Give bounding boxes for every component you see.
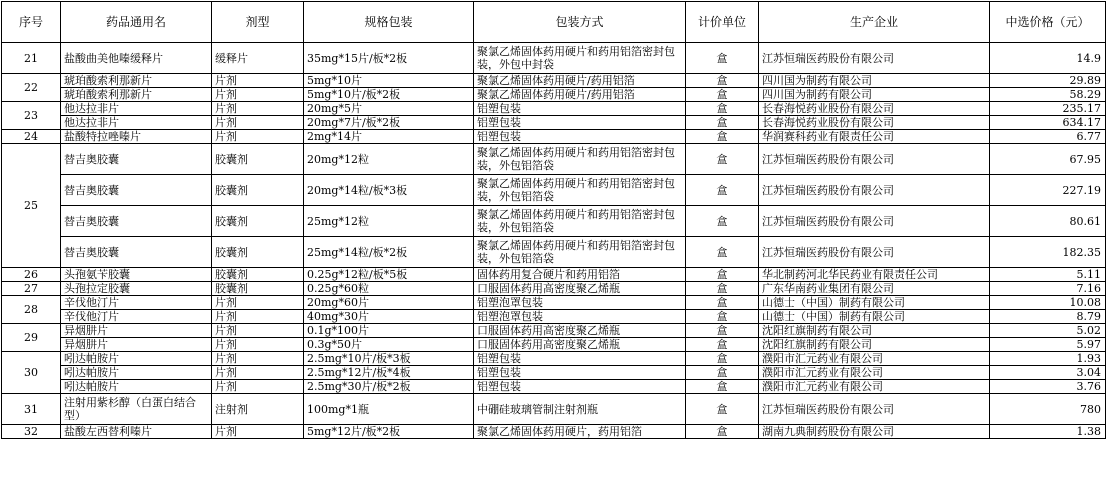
header-spec: 规格包装: [304, 2, 474, 43]
unit: 盒: [686, 43, 759, 74]
drug-name: 替吉奥胶囊: [61, 175, 212, 206]
table-row: [2, 282, 1106, 296]
price: 182.35: [990, 237, 1106, 268]
spec: 2.5mg*12片/板*4板: [304, 366, 474, 380]
price: 227.19: [990, 175, 1106, 206]
spec: 20mg*7片/板*2板: [304, 116, 474, 130]
drug-name: 异烟肼片: [61, 338, 212, 352]
dosage-form: 缓释片: [212, 43, 304, 74]
manufacturer: 濮阳市汇元药业有限公司: [759, 366, 990, 380]
price: 1.93: [990, 352, 1106, 366]
header-price: 中选价格（元）: [990, 2, 1106, 43]
drug-price-table: [1, 1, 1106, 439]
row-no: 25: [2, 144, 61, 268]
dosage-form: 片剂: [212, 380, 304, 394]
spec: 2mg*14片: [304, 130, 474, 144]
manufacturer: 湖南九典制药股份有限公司: [759, 425, 990, 439]
packaging: 铝塑包装: [474, 130, 686, 144]
manufacturer: 山德士（中国）制药有限公司: [759, 296, 990, 310]
dosage-form: 胶囊剂: [212, 144, 304, 175]
spec: 25mg*12粒: [304, 206, 474, 237]
spec: 20mg*12粒: [304, 144, 474, 175]
row-no: 28: [2, 296, 61, 324]
unit: 盒: [686, 425, 759, 439]
price: 58.29: [990, 88, 1106, 102]
spec: 0.25g*12粒/板*5板: [304, 268, 474, 282]
table-row: [2, 394, 1106, 425]
packaging: 聚氯乙烯固体药用硬片/药用铝箔: [474, 88, 686, 102]
header-dosage-form: 剂型: [212, 2, 304, 43]
price: 3.76: [990, 380, 1106, 394]
dosage-form: 片剂: [212, 324, 304, 338]
manufacturer: 江苏恒瑞医药股份有限公司: [759, 43, 990, 74]
unit: 盒: [686, 296, 759, 310]
row-no: 30: [2, 352, 61, 394]
packaging: 铝塑包装: [474, 366, 686, 380]
price: 235.17: [990, 102, 1106, 116]
spec: 20mg*60片: [304, 296, 474, 310]
manufacturer: 山德士（中国）制药有限公司: [759, 310, 990, 324]
drug-name: 头孢拉定胶囊: [61, 282, 212, 296]
unit: 盒: [686, 74, 759, 88]
price: 10.08: [990, 296, 1106, 310]
dosage-form: 片剂: [212, 74, 304, 88]
price: 780: [990, 394, 1106, 425]
table-row: [2, 130, 1106, 144]
unit: 盒: [686, 310, 759, 324]
row-no: 31: [2, 394, 61, 425]
manufacturer: 江苏恒瑞医药股份有限公司: [759, 175, 990, 206]
row-no: 29: [2, 324, 61, 352]
manufacturer: 江苏恒瑞医药股份有限公司: [759, 144, 990, 175]
drug-name: 异烟肼片: [61, 324, 212, 338]
row-no: 24: [2, 130, 61, 144]
packaging: 口服固体药用高密度聚乙烯瓶: [474, 324, 686, 338]
manufacturer: 广东华南药业集团有限公司: [759, 282, 990, 296]
row-no: 32: [2, 425, 61, 439]
spec: 25mg*14粒/板*2板: [304, 237, 474, 268]
manufacturer: 四川国为制药有限公司: [759, 74, 990, 88]
dosage-form: 片剂: [212, 88, 304, 102]
packaging: 铝塑包装: [474, 380, 686, 394]
unit: 盒: [686, 102, 759, 116]
dosage-form: 胶囊剂: [212, 237, 304, 268]
packaging: 聚氯乙烯固体药用硬片和药用铝箔密封包装，外包铝箔袋: [474, 144, 686, 175]
packaging: 聚氯乙烯固体药用硬片，药用铝箔: [474, 425, 686, 439]
table-row: [2, 237, 1106, 268]
manufacturer: 江苏恒瑞医药股份有限公司: [759, 206, 990, 237]
packaging: 口服固体药用高密度聚乙烯瓶: [474, 338, 686, 352]
dosage-form: 片剂: [212, 310, 304, 324]
packaging: 铝塑泡罩包装: [474, 296, 686, 310]
drug-name: 吲达帕胺片: [61, 366, 212, 380]
spec: 0.3g*50片: [304, 338, 474, 352]
packaging: 聚氯乙烯固体药用硬片和药用铝箔密封包装，外包铝箔袋: [474, 175, 686, 206]
row-no: 22: [2, 74, 61, 102]
unit: 盒: [686, 352, 759, 366]
price: 1.38: [990, 425, 1106, 439]
manufacturer: 濮阳市汇元药业有限公司: [759, 352, 990, 366]
spec: 5mg*10片/板*2板: [304, 88, 474, 102]
price: 67.95: [990, 144, 1106, 175]
dosage-form: 片剂: [212, 130, 304, 144]
unit: 盒: [686, 282, 759, 296]
manufacturer: 长春海悦药业股份有限公司: [759, 102, 990, 116]
packaging: 聚氯乙烯固体药用硬片和药用铝箔密封包装，外包中封袋: [474, 43, 686, 74]
dosage-form: 胶囊剂: [212, 206, 304, 237]
table-row: [2, 310, 1106, 324]
drug-name: 替吉奥胶囊: [61, 206, 212, 237]
price: 8.79: [990, 310, 1106, 324]
dosage-form: 胶囊剂: [212, 282, 304, 296]
packaging: 聚氯乙烯固体药用硬片和药用铝箔密封包装，外包铝箔袋: [474, 206, 686, 237]
price: 5.02: [990, 324, 1106, 338]
manufacturer: 沈阳红旗制药有限公司: [759, 324, 990, 338]
header-manufacturer: 生产企业: [759, 2, 990, 43]
spec: 20mg*5片: [304, 102, 474, 116]
header-drug-name: 药品通用名: [61, 2, 212, 43]
unit: 盒: [686, 130, 759, 144]
row-no: 26: [2, 268, 61, 282]
header-no: 序号: [2, 2, 61, 43]
header-packaging: 包装方式: [474, 2, 686, 43]
table-row: [2, 425, 1106, 439]
packaging: 聚氯乙烯固体药用硬片/药用铝箔: [474, 74, 686, 88]
dosage-form: 注射剂: [212, 394, 304, 425]
table-row: [2, 268, 1106, 282]
spec: 20mg*14粒/板*3板: [304, 175, 474, 206]
unit: 盒: [686, 324, 759, 338]
dosage-form: 片剂: [212, 366, 304, 380]
manufacturer: 沈阳红旗制药有限公司: [759, 338, 990, 352]
dosage-form: 片剂: [212, 102, 304, 116]
price: 5.11: [990, 268, 1106, 282]
price: 80.61: [990, 206, 1106, 237]
unit: 盒: [686, 380, 759, 394]
row-no: 21: [2, 43, 61, 74]
dosage-form: 片剂: [212, 425, 304, 439]
table-row: [2, 206, 1106, 237]
drug-name: 盐酸左西替利嗪片: [61, 425, 212, 439]
price: 7.16: [990, 282, 1106, 296]
table-row: [2, 74, 1106, 88]
dosage-form: 胶囊剂: [212, 268, 304, 282]
price: 6.77: [990, 130, 1106, 144]
packaging: 中硼硅玻璃管制注射剂瓶: [474, 394, 686, 425]
price: 14.9: [990, 43, 1106, 74]
manufacturer: 华润赛科药业有限责任公司: [759, 130, 990, 144]
packaging: 铝塑包装: [474, 102, 686, 116]
spec: 100mg*1瓶: [304, 394, 474, 425]
drug-name: 琥珀酸索利那新片: [61, 88, 212, 102]
packaging: 铝塑泡罩包装: [474, 310, 686, 324]
unit: 盒: [686, 338, 759, 352]
drug-name: 替吉奥胶囊: [61, 144, 212, 175]
table-row: [2, 352, 1106, 366]
spec: 35mg*15片/板*2板: [304, 43, 474, 74]
unit: 盒: [686, 144, 759, 175]
table-row: [2, 296, 1106, 310]
packaging: 口服固体药用高密度聚乙烯瓶: [474, 282, 686, 296]
table-row: [2, 380, 1106, 394]
drug-name: 盐酸特拉唑嗪片: [61, 130, 212, 144]
manufacturer: 濮阳市汇元药业有限公司: [759, 380, 990, 394]
table-row: [2, 43, 1106, 74]
drug-name: 辛伐他汀片: [61, 310, 212, 324]
dosage-form: 片剂: [212, 338, 304, 352]
unit: 盒: [686, 366, 759, 380]
dosage-form: 片剂: [212, 116, 304, 130]
table-row: [2, 144, 1106, 175]
spec: 2.5mg*10片/板*3板: [304, 352, 474, 366]
drug-name: 他达拉非片: [61, 116, 212, 130]
manufacturer: 四川国为制药有限公司: [759, 88, 990, 102]
drug-name: 吲达帕胺片: [61, 352, 212, 366]
unit: 盒: [686, 268, 759, 282]
dosage-form: 片剂: [212, 352, 304, 366]
manufacturer: 江苏恒瑞医药股份有限公司: [759, 237, 990, 268]
spec: 0.1g*100片: [304, 324, 474, 338]
drug-name: 头孢氨苄胶囊: [61, 268, 212, 282]
unit: 盒: [686, 175, 759, 206]
drug-name: 辛伐他汀片: [61, 296, 212, 310]
drug-name: 吲达帕胺片: [61, 380, 212, 394]
packaging: 铝塑包装: [474, 116, 686, 130]
table-row: [2, 338, 1106, 352]
table-row: [2, 324, 1106, 338]
price: 5.97: [990, 338, 1106, 352]
drug-name: 盐酸曲美他嗪缓释片: [61, 43, 212, 74]
table-row: [2, 88, 1106, 102]
table-row: [2, 102, 1106, 116]
manufacturer: 江苏恒瑞医药股份有限公司: [759, 394, 990, 425]
price: 634.17: [990, 116, 1106, 130]
unit: 盒: [686, 237, 759, 268]
table-row: [2, 175, 1106, 206]
drug-name: 注射用紫杉醇（白蛋白结合型）: [61, 394, 212, 425]
drug-name: 替吉奥胶囊: [61, 237, 212, 268]
drug-name: 他达拉非片: [61, 102, 212, 116]
manufacturer: 华北制药河北华民药业有限责任公司: [759, 268, 990, 282]
manufacturer: 长春海悦药业股份有限公司: [759, 116, 990, 130]
dosage-form: 片剂: [212, 296, 304, 310]
spec: 40mg*30片: [304, 310, 474, 324]
price: 29.89: [990, 74, 1106, 88]
packaging: 铝塑包装: [474, 352, 686, 366]
header-unit: 计价单位: [686, 2, 759, 43]
dosage-form: 胶囊剂: [212, 175, 304, 206]
spec: 2.5mg*30片/板*2板: [304, 380, 474, 394]
unit: 盒: [686, 206, 759, 237]
row-no: 27: [2, 282, 61, 296]
spec: 0.25g*60粒: [304, 282, 474, 296]
price: 3.04: [990, 366, 1106, 380]
packaging: 固体药用复合硬片和药用铝箔: [474, 268, 686, 282]
spec: 5mg*10片: [304, 74, 474, 88]
table-row: [2, 116, 1106, 130]
table-row: [2, 366, 1106, 380]
spec: 5mg*12片/板*2板: [304, 425, 474, 439]
table-header-row: [2, 2, 1106, 43]
packaging: 聚氯乙烯固体药用硬片和药用铝箔密封包装，外包铝箔袋: [474, 237, 686, 268]
drug-name: 琥珀酸索利那新片: [61, 74, 212, 88]
unit: 盒: [686, 88, 759, 102]
unit: 盒: [686, 394, 759, 425]
unit: 盒: [686, 116, 759, 130]
row-no: 23: [2, 102, 61, 130]
